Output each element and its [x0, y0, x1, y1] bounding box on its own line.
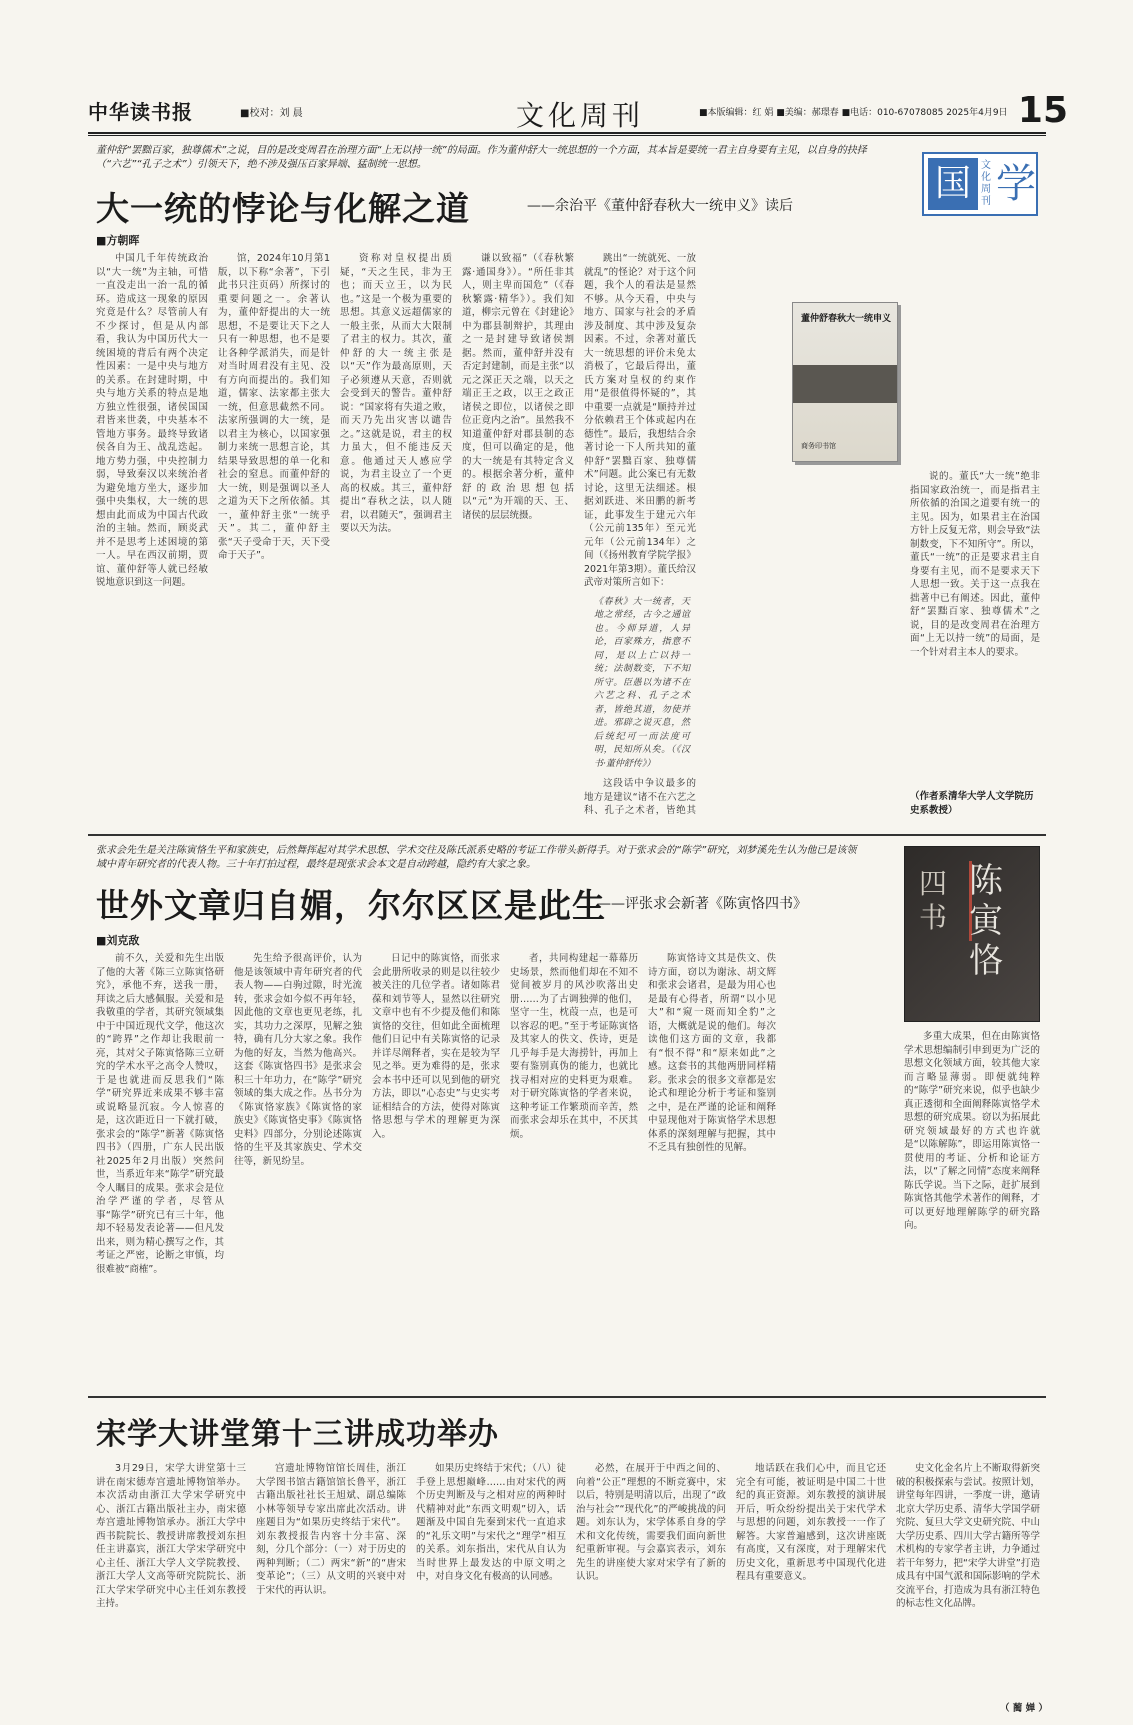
- article3-column-1: [96, 1462, 246, 1694]
- page-number: 15: [1017, 90, 1068, 131]
- article2-column-1: [96, 952, 224, 1382]
- article1-author: ■方朝晖: [96, 234, 140, 247]
- article1-col3-text: 资称对皇权提出质疑，“天之生民，非为王也；而天立王，以为民也。”这是一个极为重要的思想。其意义远超儒家的一般主张，从而大大限制了君主的权力。其次，董仲舒的大一统主张是以“天”作为最高原则，天子必须遵从天意，否则就会受到天的警告。董仲舒说：“国家将有失道之败，而天乃先出灾害以谴告之。”这就是说，君主的权力虽大，但不能违反天意。他通过天人感应学说，为君主设立了一个更高的权威。其三，董仲舒提出“春秋之法，以人随君，以君随天”，强调君主要以天为法。: [340, 253, 452, 534]
- book2-si-shu: 四书: [919, 867, 948, 934]
- article1-column-4: [462, 252, 574, 817]
- article3-col1-text: 3月29日，宋学大讲堂第十三讲在南宋德寿宫遗址博物馆举办。本次活动由浙江大学宋学研究中心、浙江古籍出版社主办，南宋德寿宫遗址博物馆承办。浙江大学中西书院院长、教授讲席教授刘东担任主讲嘉宾，浙江大学宋学研究中心主任、浙江大学人文学院教授、浙江大学人文高等研究院院长、浙江大学宋学研究中心主任刘东教授主持。: [96, 1463, 246, 1609]
- logo-xue-char: 学: [996, 161, 1036, 207]
- article1-col2-text: 馆，2024年10月第1版，以下称“余著”，下引此书只注页码）所探讨的重要问题之一。余著认为，董仲舒提出的大一统思想，不是要让天下之人只有一种思想，也不是要让各种学派消失，而是针对当时周君没有主见、没有方向而提出的。我们知道，儒家、法家都主张大一统，但意思截然不同。法家所强调的大一统，是以君主为核心，以国家强制力来统一思想言论，其结果导致思想的单一化和社会的窒息。而董仲舒的大一统，则是强调以圣人之道为天下之所依循。其一，董仲舒主张“一统乎天”。其二，董仲舒主张“天子受命于天，天下受命于天子”。: [218, 253, 330, 561]
- article3-column-6: [896, 1462, 1040, 1694]
- section-title: 文化周刊: [516, 99, 645, 132]
- article1-col4-text: 谦以致福”（《春秋繁露·通国身》）。“所任非其人，则主卑而国危”（《春秋繁露·精华》）。我们知道，柳宗元曾在《封建论》中为郡县制辩护，其理由之一是封建导致诸侯割据。然而，董仲舒并没有否定封建制，而是主张“以元之深正天之端，以天之端正王之政，以王之政正诸侯之即位，以诸侯之即位正竟内之治”。虽然我不知道董仲舒对郡县制的态度，但可以确定的是，他的大一统是有其特定含义的。根据余著分析，董仲舒的政治思想包括以“元”为开端的天、王、诸侯的层层统摄。: [462, 253, 574, 521]
- article3-signature: （ 蔺 婵 ）: [1000, 1703, 1048, 1714]
- article2-book-cover: [904, 846, 1040, 1022]
- article2-col5-text: 陈寅恪诗文其是佚文、佚诗方面，窃以为谢泳、胡文辉和张求会诸君，是最为用心也是最有心得者，所谓“以小见大”和“窥一斑而知全豹”之语，大概就是说的他们。每次读他们这方面的文章，我都有“恨不得”和“原来如此”之感。这套书的其他两册同样精彩。张求会的很多文章都是宏论式和理论分析于考证和鉴别之中，是在严谨的论证和阐释中显现他对于陈寅恪学术思想体系的深刻理解与把握，其中不乏具有独创性的见解。: [648, 953, 776, 1153]
- article2-col3-text: 日记中的陈寅恪，而张求会此册所收录的则是以往较少被关注的几位学者。诸如陈君葆和刘节等人，显然以往研究文章中也有不少提及他们和陈寅恪的交往，但如此全面梳理他们日记中有关陈寅恪的记录并详尽阐释者，实在是较为罕见之举。更为难得的是，张求会本书中还可以见到他的研究方法，即以“心态史”与史实考证相结合的方法，使得对陈寅恪思想与学术的理解更为深入。: [372, 953, 500, 1140]
- masthead-rule: [88, 132, 1046, 134]
- article3-column-4: [576, 1462, 726, 1694]
- article2-col2-text: 先生给予很高评价，认为他是该领域中青年研究者的代表人物——白驹过隙，时光流转，张求会如今似不再年轻，因此他的文章也更见老练，扎实，其功力之深厚，见解之独特，确有几分大家之象。我作为他的好友，当然为他高兴。这套《陈寅恪四书》是张求会积三十年功力，在“陈学”研究领域的集大成之作。丛书分为《陈寅恪家族》《陈寅恪的家族史》《陈寅恪史事》《陈寅恪史料》四部分，分别论述陈寅恪的生平及其家族史、学术交往等，新见纷呈。: [234, 953, 362, 1167]
- article2-column-4: [510, 952, 638, 1382]
- guoxue-column-logo: [922, 152, 1038, 216]
- article2-column-5: [648, 952, 776, 1382]
- article3-col5-text: 地话跃在我们心中，而且它还完全有可能，被证明是中国二十世纪的真正资源。刘东教授的演讲展开后，听众纷纷提出关于宋代学术与思想的问题，刘东教授一一作了解答。大家普遍感到，这次讲座既有高度，又有深度，对于理解宋代历史文化，重新思考中国现代化进程具有重要意义。: [736, 1463, 886, 1582]
- article1-column-6: [910, 470, 1040, 785]
- article3-col3-text: 如果历史终结于宋代；（八）徒手登上思想巅峰……由对宋代的两个历史判断及与之相对应的两种时代精神对此“东西文明观”切入，话题渐及中国自先秦到宋代一直追求的“礼乐文明”与宋代之“理学”相互的关系。刘东指出，宋代从自认为当时世界上最发达的中原文明之中，对自身文化有极高的认同感。: [416, 1463, 566, 1582]
- article1-column-5: [584, 252, 696, 817]
- article1-lead: 董仲舒“罢黜百家，独尊儒术”之说，目的是改变周君在治理方面“上无以持一统”的局面。作为董仲舒大一统思想的一个方面，其本旨是要统一君主自身要有主见，以自身的抉择（“六艺”“孔子之术”）引领天下，绝不涉及强压百家异端、猛制统一思想。: [96, 145, 867, 170]
- article1-book-cover: [792, 302, 898, 462]
- article1-col5-text: 跳出“一统就死、一放就乱”的怪论？对于这个问题，我个人的看法是显然不够。从今天看，中央与地方、国家与社会的矛盾涉及制度、其中涉及复杂因素。不过，余著对董氏大一统思想的评价未免太消极了，它最后得出，董氏方案对皇权的约束作用“是很值得怀疑的”，其中重要一点就是“顺持并过分依赖君王个体或起内在德性”。最后，我想结合余著讨论一下人所共知的董仲舒“罢黜百家、独尊儒术”问题。此公案已有无数讨论，这里无法细述。根据刘跃进、米田鹏的新考证，此事发生于建元六年（公元前135年）至元光元年（公元前134年）之间（《扬州教育学院学报》2021年第3期）。董氏给汉武帝对策所言如下：: [584, 253, 696, 588]
- proofreader-credit: ■校对：刘 晨: [240, 108, 303, 119]
- article1-column-2: [218, 252, 330, 817]
- book1-publisher: 商务印书馆: [801, 442, 836, 450]
- masthead-rule-thin: [88, 135, 1046, 136]
- article1-col5b-text: 这段话中争议最多的地方是建议“诸不在六艺之科、孔子之术者，皆绝其: [584, 778, 696, 816]
- book1-image-band: [793, 365, 897, 403]
- book2-title: 陈寅恪: [969, 861, 1003, 981]
- masthead: [88, 90, 1068, 132]
- article1-col1-text: 中国几千年传统政治以“大一统”为主轴，可惜一直没走出一治一乱的循环。造成这一现象的原因究竟是什么？尽管前人有不少探讨，但是从内部看，我认为中国历代大一统困境的背后有两个决定性因素：一是中央与地方的关系。在封建时期，中央与地方关系的特点是地方独立性很强，诸侯国国君皆来世袭，中央基本不管地方事务。最终导致诸侯各自为王、战乱迭起。地方势力强，中央控制力弱，导致秦汉以来统治者为避免地方坐大，逐步加强中央集权，大一统的思想由此而成为中国古代政治的主轴。然而，顾炎武并不是思考上述困境的第一人。早在西汉前期，贾谊、董仲舒等人就已经敏锐地意识到这一问题。: [96, 253, 208, 588]
- article2-lead: 张求会先生是关注陈寅恪生平和家族史，后然舞挥起对其学术思想、学术交往及陈氏派系史略的考证工作带头新得手。对于张求会的“陈学”研究，刘梦溪先生认为他已是该领域中青年研究者的代表人物。三十年打拍过程，最终是现张求会本文是自动跨越，隐约有大家之象。: [96, 845, 857, 870]
- article2-title: 世外文章归自媚，尔尔区区是此生: [96, 886, 606, 925]
- article1-column-3: [340, 252, 452, 817]
- article1-col6-text: 说的。董氏“大一统”绝非指国家政治统一，而是指君主所依循的治国之道要有统一的主见。因为，如果君主在治国方针上反复无常，则会导致“法制数变，下不知所守”。所以，董氏“一统”的正是要求君主自身要有主见，而不是要求天下人思想一致。关于这一点我在拙著中已有阐述。因此，董仲舒“罢黜百家、独尊儒术”之说，目的是改变周君在治理方面“上无以持一统”的局面，是一个针对君主本人的要求。: [910, 471, 1040, 658]
- logo-small-text: 文化周刊: [981, 160, 991, 207]
- article3-column-2: [256, 1462, 406, 1694]
- edition-info: ■本版编辑：红 娟 ■美编：郝璟春 ■电话：010-67078085 2025年4月9日: [699, 108, 1008, 118]
- article2-column-6: [904, 1030, 1040, 1382]
- book1-title: 董仲舒春秋大一统申义: [801, 314, 892, 324]
- article2-subtitle: ——评张求会新著《陈寅恪四书》: [597, 896, 807, 912]
- article2-col6-text: 多重大成果，但在由陈寅恪学术思想编制引申到更为广泛的思想文化领域方面，较其他大家而言略显薄弱。即便就纯粹的“陈学”研究来说，似乎也缺少真正透彻和全面阐释陈寅恪学术思想的研究成果。窃以为拓展此研究领域最好的方式也许就是“以陈解陈”，即运用陈寅恪一贯使用的考证、分析和论证方法，以“了解之同情”态度来阐释陈氏学说。当下之际，赶扩展到陈寅恪其他学术著作的阐释，才可以更好地理解陈学的研究路向。: [904, 1031, 1040, 1231]
- article1-column-5-cont: [706, 252, 784, 817]
- article3-col4-text: 必然，在展开于中西之间的、向着“公正”理想的不断竞赛中，宋以后，特别是明清以后，出现了“政治与社会”“现代化”的严峻挑战的问题。刘东认为，宋学体系自身的学术和文化传统，需要我们面向新世纪重新审视。与会嘉宾表示，刘东先生的讲座使大家对宋学有了新的认识。: [576, 1463, 726, 1582]
- article3-col6-text: 史文化金名片上不断取得新突破的积极探索与尝试。按照计划，讲堂每年四讲，一季度一讲，邀请北京大学历史系、清华大学国学研究院、复旦大学文史研究院、中山大学历史系、四川大学古籍所等学术机构的专家学者主讲，力争通过若干年努力，把“宋学大讲堂”打造成具有中国气派和国际影响的学术交流平台，打造成为具有浙江特色的标志性文化品牌。: [896, 1463, 1040, 1609]
- section-divider-2: [88, 1396, 1046, 1398]
- article1-column-1: [96, 252, 208, 817]
- article3-column-3: [416, 1462, 566, 1694]
- article3-column-5: [736, 1462, 886, 1694]
- article1-title: 大一统的悖论与化解之道: [96, 189, 470, 228]
- section-divider-1: [88, 834, 1046, 836]
- article2-col1-text: 前不久，关爱和先生出版了他的大著《陈三立陈寅恪研究》，承他不弃，送我一册，拜读之后大感佩服。关爱和是我敬重的学者，其研究领域集中于中国近现代文学，他这次的“跨界”之作却让我眼前一亮，其对父子陈寅恪陈三立研究的学术水平之高令人赞叹，于是也就进而反思我们“陈学”研究界近来成果不够丰富或说略显沉寂。今人惊喜的是，这次距近日一下就打破，张求会的“陈学”新著《陈寅恪四书》（四册，广东人民出版社2025年2月出版）突然问世，当系近年来“陈学”研究最令人瞩目的成果。张求会是位治学严谨的学者，尽管从事“陈学”研究已有三十年，他却不轻易发表论著——但凡发出来，则为精心撰写之作，其考证之严密，论断之审慎，均很难被“商榷”。: [96, 953, 224, 1275]
- article3-col2-text: 宫遗址博物馆馆长周佳，浙江大学图书馆古籍馆馆长鲁平，浙江古籍出版社社长王旭斌、副总编陈小林等领导专家出席此次活动。讲座题目为“如果历史终结于宋代”。刘东教授报告内容十分丰富、深刻，分几个部分：（一）对于历史的两种判断；（二）两宋“新”的“唐宋变革论”；（三）从文明的兴衰中对于宋代的再认识。: [256, 1463, 406, 1596]
- newspaper-logo: 中华读书报: [88, 100, 193, 124]
- logo-guo-char: 国: [928, 158, 978, 210]
- article2-col4-text: 者，共同构建起一幕幕历史场景，然而他们却在不知不觉间被岁月的风沙吹落出史册……为了古调独弹的他们，坚守一生，枕葭一点，也是可以容忍的吧。”至于考证陈寅恪及其家人的佚文、佚诗，更是几乎每手是大海捞针，再加上要有鉴别真伪的能力，也就比找寻相对应的史料更为艰难。对于研究陈寅恪的学者来说，这种考证工作繁琐而辛苦，然而张求会却乐在其中，不厌其烦。: [510, 953, 638, 1140]
- article3-title: 宋学大讲堂第十三讲成功举办: [96, 1417, 499, 1452]
- article1-quote: 《春秋》大一统者，天地之常经，古今之通谊也。今师异道，人异论，百家殊方，指意不同，是以上亡以持一统；法制数变，下不知所守。臣愚以为诸不在六艺之科、孔子之术者，皆绝其道，勿使并进。邪辟之说灭息，然后统纪可一而法度可明，民知所从矣。（《汉书·董仲舒传》）: [594, 596, 690, 769]
- article2-column-2: [234, 952, 362, 1382]
- article1-subtitle: ——余治平《董仲舒春秋大一统申义》读后: [527, 198, 793, 214]
- article1-author-note: （作者系清华大学人文学院历史系教授）: [910, 791, 1034, 816]
- article2-column-3: [372, 952, 500, 1382]
- article2-author: ■刘克敌: [96, 934, 140, 947]
- article2-column-5b: [786, 952, 886, 1382]
